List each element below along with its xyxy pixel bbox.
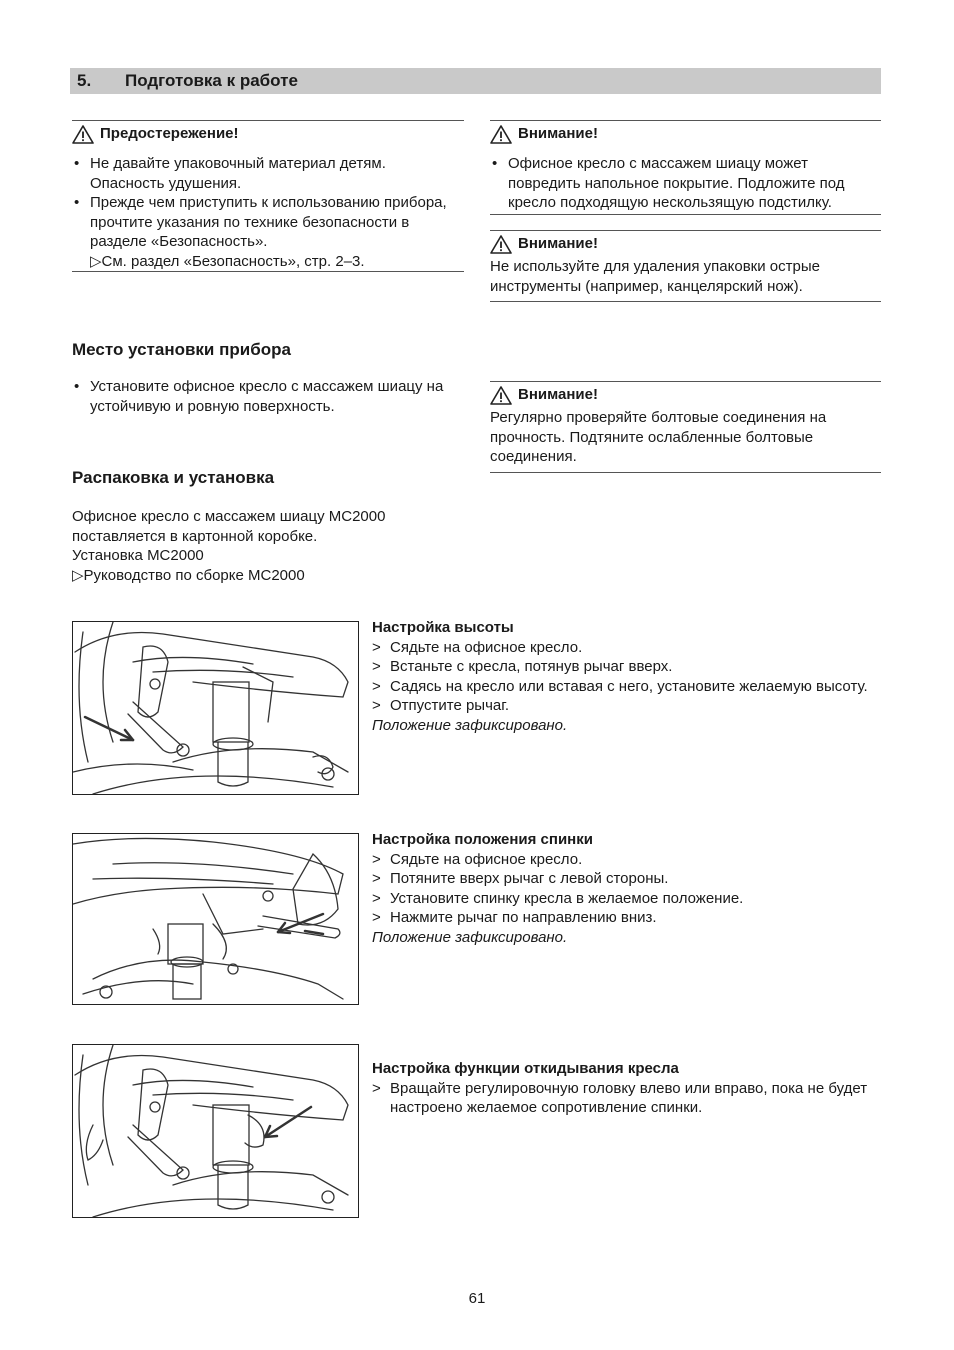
caution-box (72, 120, 464, 272)
unpacking-text (72, 507, 472, 585)
warning-triangle-icon (490, 235, 512, 254)
height-result: Положение зафиксировано. (372, 716, 568, 734)
height-instructions (372, 618, 882, 735)
recline-title: Настройка функции откидывания кресла (372, 1060, 679, 1077)
placement-text (72, 377, 467, 416)
backrest-step: > Сядьте на офисное кресло. (372, 850, 882, 870)
attention-text: Регулярно проверяйте болтовые соединения на прочность. Подтяните ослабленные болтовые соединения. (490, 409, 827, 465)
recline-adjust-illustration (72, 1044, 359, 1218)
section-title: Подготовка к работе (125, 71, 298, 90)
caution-title: Предостережение! (100, 125, 239, 143)
page-number: 61 (468, 1290, 486, 1307)
attention-title: Внимание! (518, 235, 598, 253)
unpacking-line: Установка MC2000 (72, 547, 204, 564)
section-number: 5. (77, 71, 92, 90)
attention-title: Внимание! (518, 125, 598, 143)
caution-item: • Не давайте упаковочный материал детям. Опасность удушения. (72, 154, 464, 193)
attention-box-floor (490, 120, 881, 215)
height-step: > Отпустите рычаг. (372, 696, 882, 716)
attention-box-tools (490, 230, 881, 302)
caution-item: • Прежде чем приступить к использованию прибора, прочтите указания по технике безопасности в разделе «Безопасность». (72, 193, 464, 252)
warning-triangle-icon (490, 125, 512, 144)
section-header (70, 68, 881, 94)
height-step: > Сядьте на офисное кресло. (372, 638, 882, 658)
attention-title: Внимание! (518, 386, 598, 404)
safety-reference: ▷См. раздел «Безопасность», стр. 2–3. (90, 252, 365, 270)
attention-box-bolts (490, 381, 881, 473)
backrest-step: > Установите спинку кресла в желаемое положение. (372, 889, 882, 909)
backrest-step: > Нажмите рычаг по направлению вниз. (372, 908, 882, 928)
height-step: > Встаньте с кресла, потянув рычаг вверх. (372, 657, 882, 677)
backrest-step: > Потяните вверх рычаг с левой стороны. (372, 869, 882, 889)
warning-triangle-icon (72, 125, 94, 144)
backrest-instructions (372, 830, 882, 947)
height-adjust-illustration (72, 621, 359, 795)
assembly-guide-reference: ▷Руководство по сборке MC2000 (72, 566, 305, 584)
backrest-result: Положение зафиксировано. (372, 928, 568, 946)
placement-heading: Место установки прибора (72, 340, 291, 359)
height-title: Настройка высоты (372, 619, 514, 636)
unpacking-line: Офисное кресло с массажем шиацу MC2000 (72, 508, 386, 525)
height-step: > Садясь на кресло или вставая с него, установите желаемую высоту. (372, 677, 882, 697)
unpacking-heading: Распаковка и установка (72, 468, 275, 487)
attention-text: Не используйте для удаления упаковки острые инструменты (например, канцелярский нож). (490, 258, 820, 295)
warning-triangle-icon (490, 386, 512, 405)
backrest-title: Настройка положения спинки (372, 831, 593, 848)
recline-instructions (372, 1059, 882, 1118)
recline-step: > Вращайте регулировочную головку влево или вправо, пока не будет настроено желаемое сопротивление спинки. (372, 1079, 882, 1118)
backrest-adjust-illustration (72, 833, 359, 1005)
placement-item: • Установите офисное кресло с массажем шиацу на устойчивую и ровную поверхность. (72, 377, 467, 416)
attention-item: • Офисное кресло с массажем шиацу может повредить напольное покрытие. Подложите под кресло подходящую нескользящую подстилку. (490, 154, 881, 213)
unpacking-line: поставляется в картонной коробке. (72, 527, 318, 545)
